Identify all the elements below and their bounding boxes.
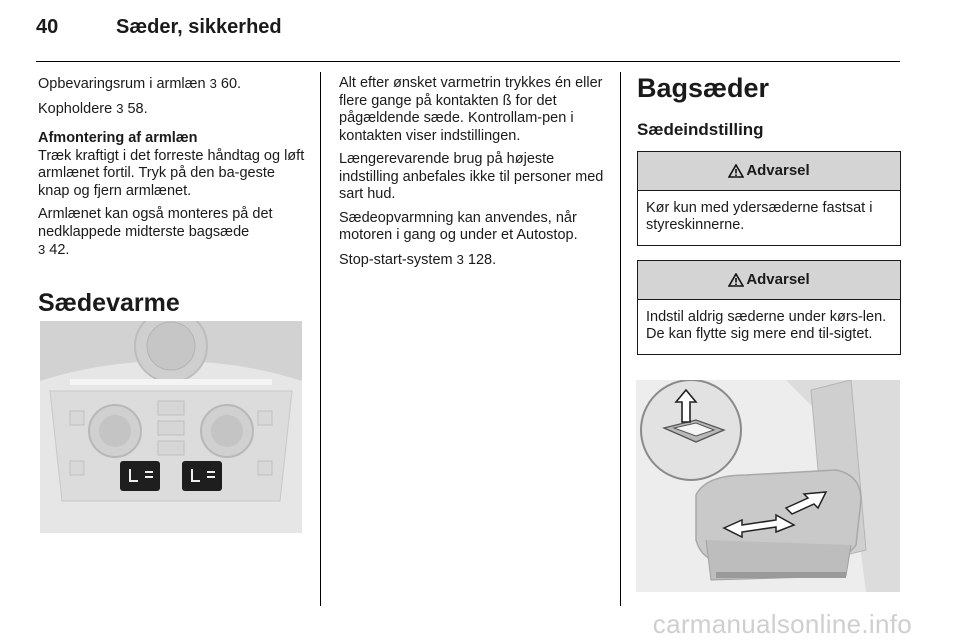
warning-box (637, 151, 901, 246)
stop-start-ref: Stop-start-system 3 128. (339, 251, 497, 268)
warning-triangle-icon (728, 273, 744, 287)
page-reference-arrow-icon: 3 (116, 100, 124, 116)
column-divider (620, 72, 621, 606)
page-reference-arrow-icon: 3 (456, 251, 464, 267)
warning-header (638, 261, 900, 300)
rear-seat-adjustment-illustration (636, 380, 900, 592)
page-number: 40 (36, 16, 59, 38)
page-reference-arrow-icon: 3 (38, 242, 46, 257)
warning-triangle-icon (728, 164, 744, 178)
subheading-seat-adjustment: Sædeindstilling (637, 120, 764, 139)
warning-label: Advarsel (746, 270, 810, 288)
warning-label: Advarsel (746, 161, 810, 179)
warning-text: Indstil aldrig sæderne under kørs-len. De kan flytte sig mere end til-sigtet. (646, 308, 887, 342)
subheading-remove-armrest: Afmontering af armlæn (38, 130, 198, 146)
warning-header (638, 152, 900, 191)
header-divider (36, 61, 900, 62)
paragraph-sensitive-skin: Længerevarende brug på højeste indstilling anbefales ikke til personer med sart hud. (339, 151, 604, 202)
paragraph-mount-armrest: Armlænet kan også monteres på det nedklappede midterste bagsæde 3 42. (38, 206, 273, 258)
section-title-rear-seats: Bagsæder (637, 73, 770, 103)
column-left (38, 75, 308, 318)
column-middle (339, 75, 607, 275)
paragraph-remove-armrest: Træk kraftigt i det forreste håndtag og løft armlænet fortil. Tryk på den ba-geste knap og fjern armlænet. (38, 147, 305, 199)
column-right (637, 75, 901, 369)
page-reference-arrow-icon: 3 (209, 76, 217, 91)
cupholder-ref: Kopholdere 3 58. (38, 100, 148, 117)
armrest-storage-ref: Opbevaringsrum i armlæn 3 60. (38, 76, 242, 92)
paragraph-heat-level: Alt efter ønsket varmetrin trykkes én eller flere gange på kontakten ß for det pågældende sæde. Kontrollam-pen i kontakten viser indstillingen. (339, 75, 603, 144)
paragraph-autostop: Sædeopvarmning kan anvendes, når motoren i gang og under et Autostop. (339, 209, 578, 243)
warning-box (637, 260, 901, 355)
seat-heating-console-illustration (40, 321, 302, 533)
watermark: carmanualsonline.info (652, 609, 912, 639)
warning-text: Kør kun med ydersæderne fastsat i styreskinnerne. (646, 199, 873, 233)
section-title-seat-heating: Sædevarme (38, 288, 180, 317)
chapter-title: Sæder, sikkerhed (116, 16, 282, 38)
column-divider (320, 72, 321, 606)
seat-heating-icon: ß (502, 92, 512, 109)
page-header (36, 16, 916, 48)
